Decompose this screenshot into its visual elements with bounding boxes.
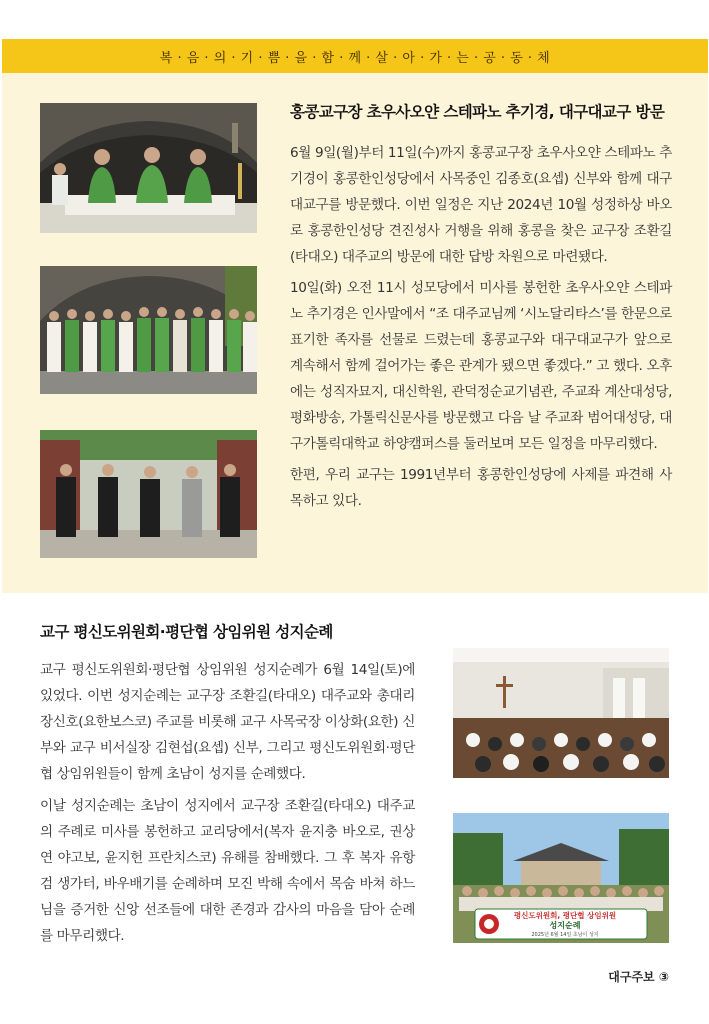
page-footer: 대구주보 ③ — [608, 970, 669, 984]
article1-paragraph: 6월 9일(월)부터 11일(수)까지 홍콩교구장 초우사오얀 스테파노 추기경이 홍콩한인성당에서 사목중인 김종호(요셉) 신부와 함께 대구대교구를 방문했다. 이번 일정은 지난 2024년 10월 성정하상 바오로 홍콩한인성당 견진성사 거행을 위해 홍콩을 찾은 교구장 조환길(타대오) 대주교의 방문에 대한 답방 차원으로 마련됐다. — [290, 145, 672, 265]
article2-title: 교구 평신도위원회·평단협 상임위원 성지순례 — [40, 623, 333, 641]
pilgrimage-group-photo — [453, 813, 669, 943]
slogan-banner — [2, 39, 708, 73]
article2-paragraph: 교구 평신도위원회·평단협 상임위원 성지순례가 6월 14일(토)에 있었다. 이번 성지순례는 교구장 조환길(타대오) 대주교와 총대리 장신호(요한보스코) 주교를 비롯해 교구 사목국장 이상화(요한) 신부와 교구 비서실장 김현섭(요셉) 신부, 그리고 평신도위원회·평단협 상임위원들이 함께 초남이 성지를 순례했다. — [40, 662, 415, 782]
banner-line1: 평신도위원회, 평단협 상임위원 — [513, 911, 617, 920]
slogan-text: 복 · 음 · 의 · 기 · 쁨 · 을 · 함 · 께 · 살 · 아 · 가 · 는 · 공 · 동 · 체 — [159, 50, 551, 66]
banner-line2: 성지순례 — [549, 921, 581, 930]
outdoor-visit-photo — [40, 430, 257, 558]
chapel-mass-photo — [453, 648, 669, 778]
article1-paragraph: 10일(화) 오전 11시 성모당에서 미사를 봉헌한 초우사오얀 스테파노 추기경은 인사말에서 “조 대주교님께 ‘시노달리타스’를 한문으로 표기한 족자를 선물로 드렸는데 홍콩교구와 대구대교구가 앞으로 계속해서 함께 걸어가는 좋은 관계가 됐으면 좋겠다.” 고 했다. 오후에는 성직자묘지, 대신학원, 관덕정순교기념관, 주교좌 계산대성당, 평화방송, 가톨릭신문사를 방문했고 다음 날 주교좌 범어대성당, 대구가톨릭대학교 하양캠퍼스를 둘러보며 모든 일정을 마무리했다. — [290, 280, 672, 452]
clergy-group-photo — [40, 266, 257, 394]
article2-body — [40, 657, 415, 955]
article1-title: 홍콩교구장 초우사오얀 스테파노 추기경, 대구대교구 방문 — [290, 103, 665, 121]
article1-paragraph: 한편, 우리 교구는 1991년부터 홍콩한인성당에 사제를 파견해 사목하고 있다. — [290, 467, 672, 509]
banner-line3: 2025년 6월 14일 초남이 성지 — [531, 932, 599, 938]
article1-body — [290, 140, 672, 519]
mass-altar-photo — [40, 103, 257, 233]
article2-paragraph: 이날 성지순례는 초남이 성지에서 교구장 조환길(타대오) 대주교의 주례로 미사를 봉헌하고 교리당에서(복자 윤지충 바오로, 권상연 야고보, 윤지헌 프란치스코) 유해를 참배했다. 그 후 복자 유항검 생가터, 바우배기를 순례하며 모진 박해 속에서 목숨 바쳐 하느님을 증거한 신앙 선조들에 대한 존경과 감사의 마음을 담아 순례를 마무리했다. — [40, 798, 415, 944]
